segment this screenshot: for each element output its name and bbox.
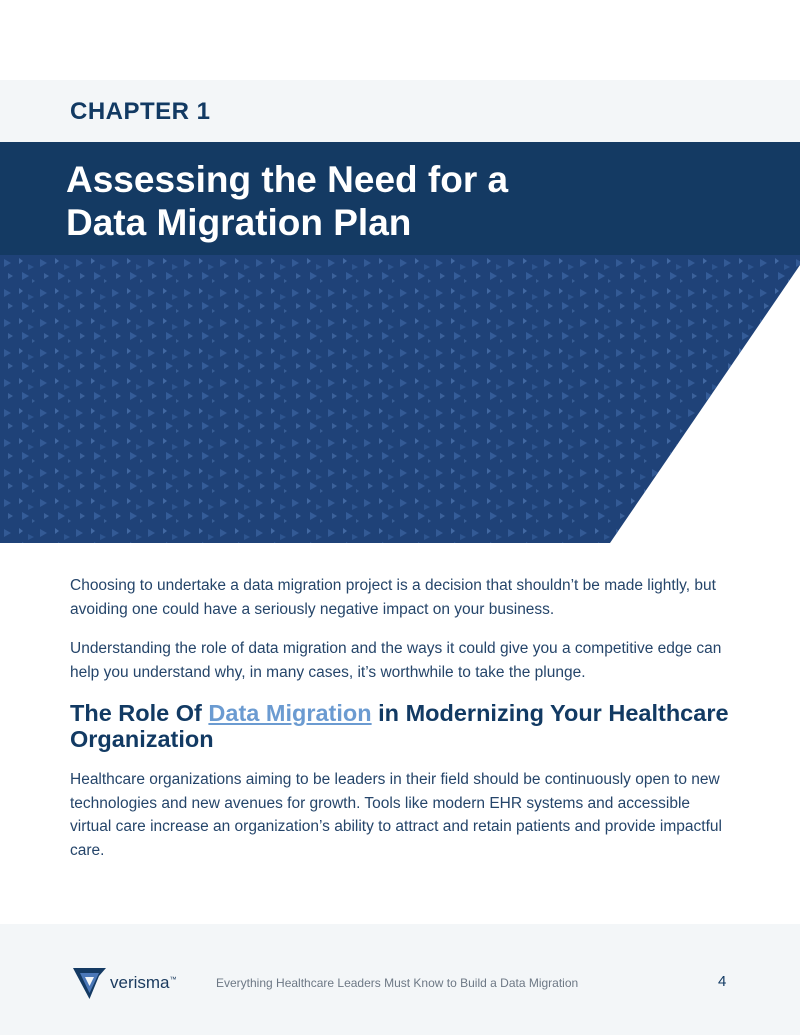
- heading-suffix: in Modernizing Your Healthcare Organization: [70, 700, 729, 752]
- brand-name: [110, 973, 177, 993]
- chapter-label: CHAPTER 1: [70, 98, 211, 125]
- intro-paragraph: Choosing to undertake a data migration project is a decision that shouldn’t be made lightly, but avoiding one could have a seriously negative impact on your business.: [70, 577, 716, 618]
- footer-document-title: Everything Healthcare Leaders Must Know to Build a Data Migration: [216, 976, 579, 990]
- section-paragraph: Healthcare organizations aiming to be leaders in their field should be continuously open to new technologies and new avenues for growth. Tools like modern EHR systems and accessible virtual care increase an organization’s ability to attract and retain patients and provide impactful care.: [70, 771, 722, 859]
- verisma-logo-icon: [72, 966, 107, 1001]
- brand-wordmark: verisma: [110, 973, 170, 992]
- title-line-1: Assessing the Need for a: [66, 159, 509, 200]
- page-title: [66, 158, 666, 244]
- context-paragraph: Understanding the role of data migration and the ways it could give you a competitive edge can help you understand why, in many cases, it’s worthwhile to take the plunge.: [70, 640, 722, 681]
- section-heading: [70, 700, 735, 752]
- hero-pattern-graphic: [0, 255, 800, 543]
- title-line-2: Data Migration Plan: [66, 202, 412, 243]
- trademark-symbol: ™: [169, 976, 177, 984]
- page-number: 4: [718, 973, 727, 990]
- main-content: [70, 574, 735, 878]
- heading-prefix: The Role Of: [70, 700, 209, 726]
- data-migration-link[interactable]: Data Migration: [208, 700, 372, 726]
